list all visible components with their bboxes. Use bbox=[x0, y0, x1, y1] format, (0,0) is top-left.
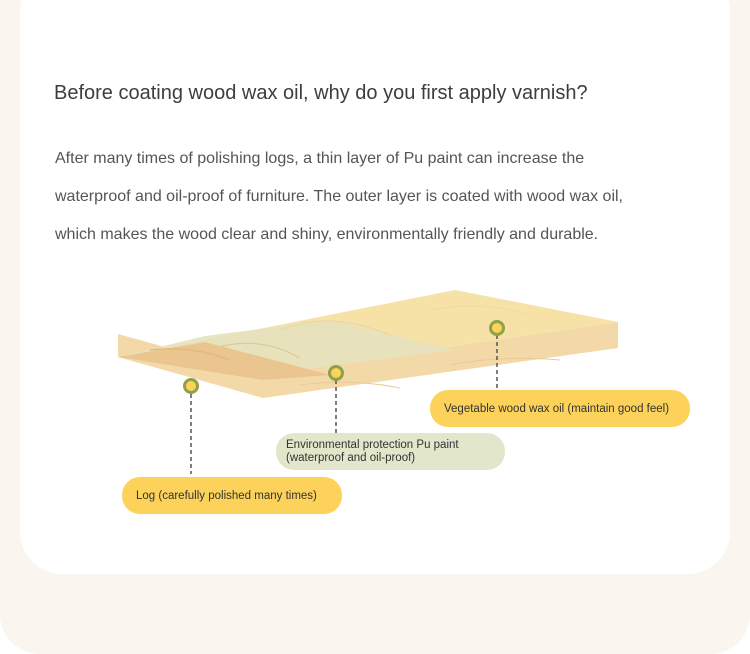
pu-paint-label-line-1: Environmental protection Pu paint bbox=[286, 438, 459, 451]
wax-marker bbox=[491, 322, 504, 335]
paragraph-line-2: waterproof and oil-proof of furniture. The outer layer is coated with wood wax oil, bbox=[55, 188, 623, 205]
pu-paint-label bbox=[276, 433, 505, 470]
section-title: Before coating wood wax oil, why do you first apply varnish? bbox=[54, 82, 588, 104]
pu-paint-label-line-2: (waterproof and oil-proof) bbox=[286, 451, 416, 464]
log-marker bbox=[185, 380, 198, 393]
pu-marker bbox=[330, 367, 343, 380]
paragraph-line-1: After many times of polishing logs, a thin layer of Pu paint can increase the bbox=[55, 150, 585, 167]
log-label: Log (carefully polished many times) bbox=[122, 477, 342, 514]
paragraph-line-3: which makes the wood clear and shiny, environmentally friendly and durable. bbox=[55, 226, 599, 243]
wax-oil-label: Vegetable wood wax oil (maintain good feel) bbox=[430, 390, 690, 427]
